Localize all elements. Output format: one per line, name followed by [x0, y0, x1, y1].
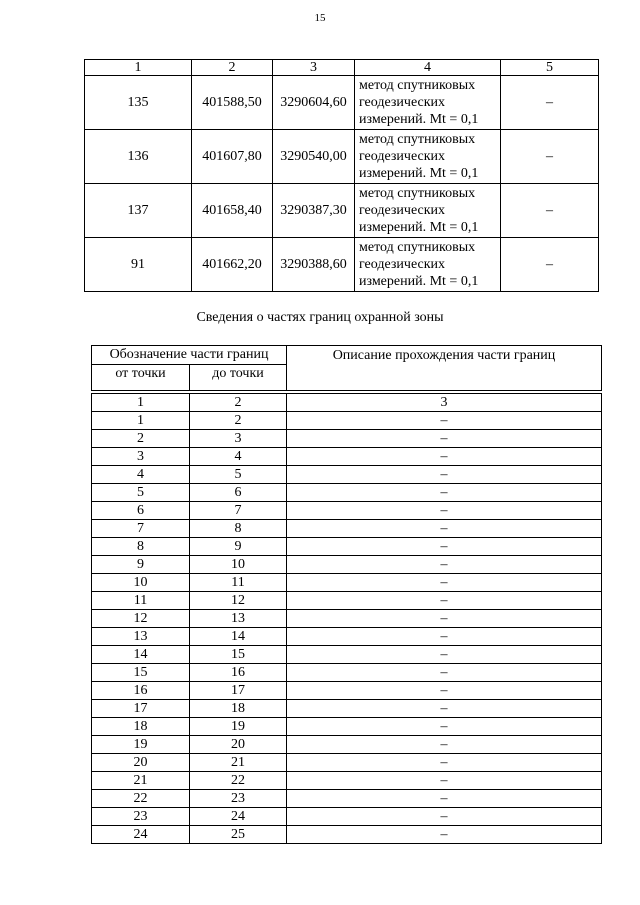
to-point: 24 — [190, 808, 287, 826]
table-row — [92, 664, 602, 682]
description: – — [287, 484, 602, 502]
column-header: 3 — [273, 60, 355, 76]
method-line: измерений. Mt = 0,1 — [359, 166, 479, 181]
table-row — [92, 700, 602, 718]
to-point: 2 — [190, 412, 287, 430]
from-point: 2 — [92, 430, 190, 448]
point-number: 136 — [85, 130, 192, 184]
description: – — [287, 610, 602, 628]
method-line: метод спутниковых — [359, 132, 476, 147]
coordinate-x: 401588,50 — [192, 76, 273, 130]
to-point: 25 — [190, 826, 287, 844]
coordinate-x: 401662,20 — [192, 238, 273, 292]
coordinate-x: 401658,40 — [192, 184, 273, 238]
description: – — [287, 520, 602, 538]
table-row — [92, 556, 602, 574]
method-line: измерений. Mt = 0,1 — [359, 220, 479, 235]
from-point: 10 — [92, 574, 190, 592]
coordinate-y: 3290388,60 — [273, 238, 355, 292]
note: – — [501, 238, 599, 292]
method-line: геодезических — [359, 257, 446, 272]
point-number: 135 — [85, 76, 192, 130]
from-point: 19 — [92, 736, 190, 754]
from-point: 11 — [92, 592, 190, 610]
point-number: 91 — [85, 238, 192, 292]
method-line: метод спутниковых — [359, 78, 476, 93]
to-point: 8 — [190, 520, 287, 538]
from-point: 9 — [92, 556, 190, 574]
header-part-designation: Обозначение части границ — [92, 346, 287, 365]
column-header: 5 — [501, 60, 599, 76]
method-line: измерений. Mt = 0,1 — [359, 112, 479, 127]
coordinates-table-header — [85, 60, 599, 76]
from-point: 1 — [92, 412, 190, 430]
numbering-row — [92, 394, 602, 412]
table-row — [92, 502, 602, 520]
table-row — [85, 184, 599, 238]
from-point: 17 — [92, 700, 190, 718]
from-point: 24 — [92, 826, 190, 844]
column-header: 4 — [355, 60, 501, 76]
boundary-parts-table — [91, 345, 602, 844]
table-row — [92, 412, 602, 430]
coordinates-table — [84, 59, 599, 292]
from-point: 16 — [92, 682, 190, 700]
description: – — [287, 682, 602, 700]
to-point: 5 — [190, 466, 287, 484]
to-point: 16 — [190, 664, 287, 682]
from-point: 15 — [92, 664, 190, 682]
note: – — [501, 130, 599, 184]
method-description — [355, 130, 501, 184]
method-line: метод спутниковых — [359, 240, 476, 255]
to-point: 4 — [190, 448, 287, 466]
table-row — [92, 772, 602, 790]
description: – — [287, 826, 602, 844]
method-line: геодезических — [359, 149, 446, 164]
method-description — [355, 238, 501, 292]
to-point: 23 — [190, 790, 287, 808]
table-row — [92, 484, 602, 502]
point-number: 137 — [85, 184, 192, 238]
table-row — [92, 628, 602, 646]
column-header: 2 — [192, 60, 273, 76]
to-point: 20 — [190, 736, 287, 754]
to-point: 14 — [190, 628, 287, 646]
table-row — [92, 808, 602, 826]
to-point: 6 — [190, 484, 287, 502]
to-point: 21 — [190, 754, 287, 772]
to-point: 13 — [190, 610, 287, 628]
coordinate-y: 3290604,60 — [273, 76, 355, 130]
description: – — [287, 412, 602, 430]
table-row — [92, 430, 602, 448]
method-line: геодезических — [359, 95, 446, 110]
table-row — [92, 448, 602, 466]
from-point: 23 — [92, 808, 190, 826]
from-point: 3 — [92, 448, 190, 466]
table-row — [92, 826, 602, 844]
to-point: 15 — [190, 646, 287, 664]
method-line: геодезических — [359, 203, 446, 218]
description: – — [287, 754, 602, 772]
table-row — [92, 466, 602, 484]
description: – — [287, 628, 602, 646]
from-point: 14 — [92, 646, 190, 664]
table-row — [85, 238, 599, 292]
to-point: 12 — [190, 592, 287, 610]
description: – — [287, 664, 602, 682]
description: – — [287, 808, 602, 826]
table-row — [92, 682, 602, 700]
to-point: 9 — [190, 538, 287, 556]
table-row — [92, 646, 602, 664]
note: – — [501, 184, 599, 238]
to-point: 19 — [190, 718, 287, 736]
table-row — [85, 76, 599, 130]
coordinate-y: 3290540,00 — [273, 130, 355, 184]
table-row — [85, 130, 599, 184]
description: – — [287, 700, 602, 718]
to-point: 3 — [190, 430, 287, 448]
table-row — [92, 790, 602, 808]
from-point: 22 — [92, 790, 190, 808]
header-from-point: от точки — [92, 365, 190, 391]
to-point: 10 — [190, 556, 287, 574]
description: – — [287, 502, 602, 520]
note: – — [501, 76, 599, 130]
header-to-point: до точки — [190, 365, 287, 391]
description: – — [287, 430, 602, 448]
description: – — [287, 718, 602, 736]
to-point: 18 — [190, 700, 287, 718]
from-point: 5 — [92, 484, 190, 502]
header-description: Описание прохождения части границ — [287, 346, 602, 391]
from-point: 7 — [92, 520, 190, 538]
method-line: метод спутниковых — [359, 186, 476, 201]
table-row — [92, 610, 602, 628]
table-row — [92, 538, 602, 556]
coordinate-x: 401607,80 — [192, 130, 273, 184]
description: – — [287, 646, 602, 664]
to-point: 7 — [190, 502, 287, 520]
from-point: 21 — [92, 772, 190, 790]
from-point: 13 — [92, 628, 190, 646]
cell: 2 — [190, 394, 287, 412]
description: – — [287, 538, 602, 556]
to-point: 11 — [190, 574, 287, 592]
section-title: Сведения о частях границ охранной зоны — [196, 310, 444, 325]
cell: 1 — [92, 394, 190, 412]
to-point: 17 — [190, 682, 287, 700]
description: – — [287, 790, 602, 808]
method-description — [355, 184, 501, 238]
table-row — [92, 592, 602, 610]
table-row — [92, 574, 602, 592]
table-row — [92, 736, 602, 754]
description: – — [287, 736, 602, 754]
table-row — [92, 754, 602, 772]
from-point: 6 — [92, 502, 190, 520]
cell: 3 — [287, 394, 602, 412]
page-number: 15 — [314, 12, 326, 24]
table-row — [92, 718, 602, 736]
coordinate-y: 3290387,30 — [273, 184, 355, 238]
description: – — [287, 772, 602, 790]
description: – — [287, 466, 602, 484]
from-point: 4 — [92, 466, 190, 484]
from-point: 8 — [92, 538, 190, 556]
method-line: измерений. Mt = 0,1 — [359, 274, 479, 289]
method-description — [355, 76, 501, 130]
description: – — [287, 556, 602, 574]
table-row — [92, 520, 602, 538]
from-point: 18 — [92, 718, 190, 736]
from-point: 12 — [92, 610, 190, 628]
to-point: 22 — [190, 772, 287, 790]
from-point: 20 — [92, 754, 190, 772]
description: – — [287, 574, 602, 592]
description: – — [287, 448, 602, 466]
column-header: 1 — [85, 60, 192, 76]
description: – — [287, 592, 602, 610]
boundary-table-header — [92, 346, 602, 365]
